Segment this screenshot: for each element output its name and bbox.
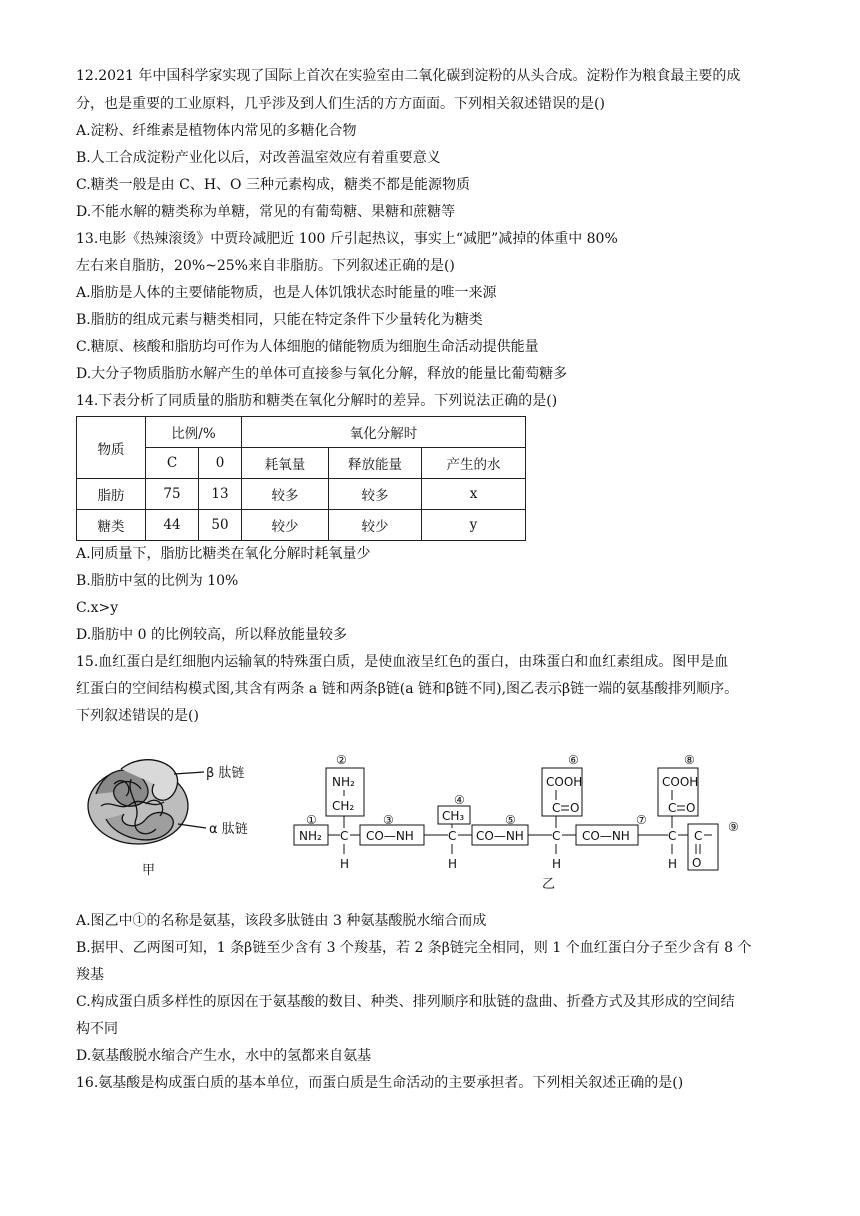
- peptide-bond-3: CO—NH: [366, 829, 414, 843]
- table-row: [77, 510, 526, 541]
- amino-group-nh2: NH₂: [299, 829, 322, 843]
- header-oxygen-consumption: 耗氧量: [242, 448, 329, 479]
- q15-option-a: A.图乙中①的名称是氨基，该段多肽链由 3 种氨基酸脱水缩合而成: [76, 913, 487, 929]
- q15-stem-line1: 15.血红蛋白是红细胞内运输氧的特殊蛋白质，是使血液呈红色的蛋白，由珠蛋白和血红素组成。图甲是血: [76, 654, 729, 670]
- table-cell: 糖类: [77, 510, 146, 541]
- q12-option-a: A.淀粉、纤维素是植物体内常见的多糖化合物: [76, 123, 357, 139]
- q12-option-d: D.不能水解的糖类称为单糖，常见的有葡萄糖、果糖和蔗糖等: [76, 204, 456, 220]
- q16-stem: 16.氨基酸是构成蛋白质的基本单位，而蛋白质是生命活动的主要承担者。下列相关叙述正确的是(): [76, 1075, 684, 1091]
- table-row: [77, 479, 526, 510]
- table-cell: x: [422, 479, 526, 510]
- side-chain-ch3: CH₃: [442, 809, 465, 823]
- alpha-carbon-1: C: [340, 829, 349, 843]
- header-c: C: [146, 448, 199, 479]
- figure-yi-label: 乙: [542, 877, 556, 892]
- header-water-produced: 产生的水: [422, 448, 526, 479]
- q12-option-c: C.糖类一般是由 C、H、O 三种元素构成，糖类不都是能源物质: [76, 177, 470, 193]
- q15-figure: [76, 744, 756, 894]
- side-chain-c-8: C: [668, 801, 677, 815]
- q12-option-b: B.人工合成淀粉产业化以后，对改善温室效应有着重要意义: [76, 150, 441, 166]
- terminal-c: C: [694, 829, 703, 843]
- header-energy-release: 释放能量: [329, 448, 422, 479]
- marker-9: ⑨: [728, 820, 739, 834]
- side-chain-cooh-8: COOH: [662, 775, 699, 789]
- q15-option-c-line1: C.构成蛋白质多样性的原因在于氨基酸的数目、种类、排列顺序和肽链的盘曲、折叠方式及其形成的空间结: [76, 994, 735, 1010]
- q14-option-b: B.脂肪中氢的比例为 10%: [76, 573, 239, 589]
- beta-chain-label: β 肽链: [206, 766, 245, 781]
- table-cell: 较多: [242, 479, 329, 510]
- table-cell: 13: [199, 479, 242, 510]
- alpha-carbon-2: C: [448, 829, 457, 843]
- alpha-carbon-4: C: [668, 829, 677, 843]
- header-o: 0: [199, 448, 242, 479]
- peptide-bond-7: CO—NH: [582, 829, 630, 843]
- side-chain-o-8: O: [686, 801, 696, 815]
- table-cell: 较少: [242, 510, 329, 541]
- marker-5: ⑤: [505, 813, 516, 827]
- header-ratio: 比例/%: [146, 417, 242, 448]
- q13-option-d: D.大分子物质脂肪水解产生的单体可直接参与氧化分解，释放的能量比葡萄糖多: [76, 366, 568, 382]
- table-cell: 50: [199, 510, 242, 541]
- q13-stem-line2: 左右来自脂肪，20%~25%来自非脂肪。下列叙述正确的是(): [76, 258, 455, 274]
- q12-stem-line1: 12.2021 年中国科学家实现了国际上首次在实验室由二氧化碳到淀粉的从头合成。淀粉作为粮食最主要的成: [76, 68, 741, 84]
- marker-2: ②: [336, 753, 347, 767]
- marker-8: ⑧: [684, 753, 695, 767]
- hydrogen-2: H: [448, 857, 458, 871]
- peptide-bond-5: CO—NH: [476, 829, 524, 843]
- table-cell: 75: [146, 479, 199, 510]
- q14-option-c: C.x>y: [76, 600, 119, 616]
- hemoglobin-model: [88, 760, 206, 844]
- side-chain-nh2: NH₂: [332, 775, 355, 789]
- q12-stem-line2: 分，也是重要的工业原料，几乎涉及到人们生活的方方面面。下列相关叙述错误的是(): [76, 96, 605, 112]
- peptide-chain: [294, 753, 739, 892]
- marker-4: ④: [454, 793, 465, 807]
- q15-option-b-line1: B.据甲、乙两图可知，1 条β链至少含有 3 个羧基，若 2 条β链完全相同，则 1 个血红蛋白分子至少含有 8 个: [76, 940, 752, 956]
- q13-option-b: B.脂肪的组成元素与糖类相同，只能在特定条件下少量转化为糖类: [76, 312, 483, 328]
- q15-stem-line2: 红蛋白的空间结构模式图,其含有两条 a 链和两条β链(a 链和β链不同),图乙表示β链一端的氨基酸排列顺序。: [76, 681, 739, 697]
- side-chain-ch2: CH₂: [332, 799, 355, 813]
- side-chain-o-6: O: [570, 801, 580, 815]
- table-cell: 较少: [329, 510, 422, 541]
- terminal-o: O: [692, 856, 702, 870]
- hydrogen-4: H: [668, 857, 678, 871]
- q13-option-a: A.脂肪是人体的主要储能物质，也是人体饥饿状态时能量的唯一来源: [76, 285, 497, 301]
- q14-stem: 14.下表分析了同质量的脂肪和糖类在氧化分解时的差异。下列说法正确的是(): [76, 393, 558, 409]
- side-chain-c-6: C: [552, 801, 561, 815]
- q14-option-a: A.同质量下，脂肪比糖类在氧化分解时耗氧量少: [76, 546, 371, 562]
- hydrogen-1: H: [340, 857, 350, 871]
- marker-6: ⑥: [568, 753, 579, 767]
- q15-option-d: D.氨基酸脱水缩合产生水，水中的氢都来自氨基: [76, 1048, 372, 1064]
- marker-7: ⑦: [636, 813, 647, 827]
- q14-option-d: D.脂肪中 0 的比例较高，所以释放能量较多: [76, 627, 347, 643]
- hydrogen-3: H: [552, 857, 562, 871]
- alpha-chain-label: α 肽链: [209, 822, 248, 837]
- figure-jia-label: 甲: [142, 863, 156, 878]
- q14-table: [76, 416, 526, 541]
- table-cell: y: [422, 510, 526, 541]
- table-cell: 44: [146, 510, 199, 541]
- q13-stem-line1: 13.电影《热辣滚烫》中贾玲减肥近 100 斤引起热议，事实上“减肥”减掉的体重中 80%: [76, 231, 618, 247]
- q13-option-c: C.糖原、核酸和脂肪均可作为人体细胞的储能物质为细胞生命活动提供能量: [76, 339, 539, 355]
- table-cell: 脂肪: [77, 479, 146, 510]
- q15-option-c-line2: 构不同: [76, 1021, 118, 1037]
- alpha-carbon-3: C: [552, 829, 561, 843]
- header-substance: 物质: [77, 417, 146, 479]
- q15-stem-line3: 下列叙述错误的是(): [76, 708, 199, 724]
- side-chain-cooh-6: COOH: [546, 775, 583, 789]
- marker-1: ①: [306, 813, 317, 827]
- table-cell: 较多: [329, 479, 422, 510]
- marker-3: ③: [383, 813, 394, 827]
- q15-option-b-line2: 羧基: [76, 967, 104, 983]
- header-oxidation: 氧化分解时: [242, 417, 526, 448]
